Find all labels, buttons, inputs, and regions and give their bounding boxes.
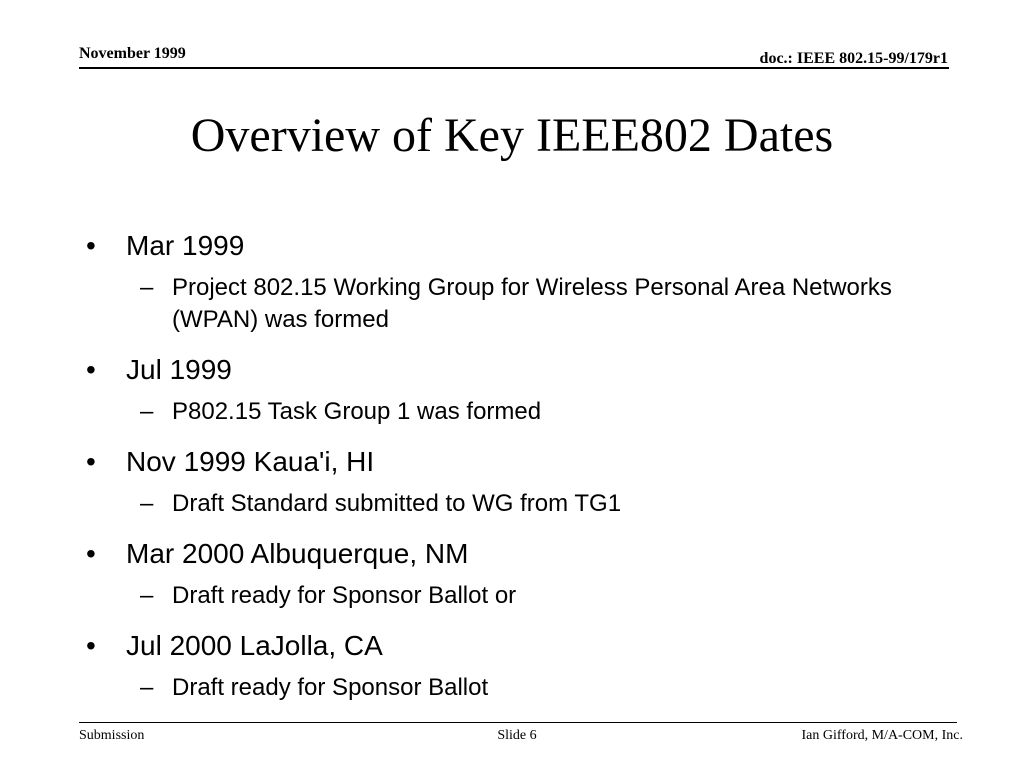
sub-item xyxy=(126,488,946,520)
header-divider xyxy=(79,67,949,69)
sub-list xyxy=(126,488,946,520)
sub-list xyxy=(126,272,946,336)
bullet-icon: • xyxy=(86,230,96,261)
sub-list xyxy=(126,580,946,612)
dash-icon: – xyxy=(140,582,154,609)
bullet-item xyxy=(86,624,946,704)
bullet-icon: • xyxy=(86,630,96,661)
sub-item xyxy=(126,396,946,428)
bullet-icon: • xyxy=(86,354,96,385)
dash-icon: – xyxy=(140,674,154,701)
bullet-item xyxy=(86,532,946,612)
bullet-text: Jul 2000 LaJolla, CA xyxy=(126,630,383,661)
sub-item-text: Project 802.15 Working Group for Wireless Personal Area Networks (WPAN) was formed xyxy=(172,274,892,333)
bullet-text: Mar 2000 Albuquerque, NM xyxy=(126,538,469,569)
slide-title: Overview of Key IEEE802 Dates xyxy=(190,109,834,162)
sub-item-text: Draft ready for Sponsor Ballot xyxy=(172,674,489,701)
footer-slide-number: Slide 6 xyxy=(497,728,537,743)
bullet-icon: • xyxy=(86,538,96,569)
sub-item-text: Draft ready for Sponsor Ballot or xyxy=(172,582,517,609)
sub-item-text: Draft Standard submitted to WG from TG1 xyxy=(172,490,622,517)
sub-item-text: P802.15 Task Group 1 was formed xyxy=(172,398,542,425)
dash-icon: – xyxy=(140,274,154,301)
sub-list xyxy=(126,396,946,428)
bullet-icon: • xyxy=(86,446,96,477)
header-doc-id: doc.: IEEE 802.15-99/179r1 xyxy=(759,50,948,67)
bullet-item xyxy=(86,224,946,336)
footer-submission: Submission xyxy=(79,728,145,743)
dash-icon: – xyxy=(140,490,154,517)
bullet-text: Nov 1999 Kaua'i, HI xyxy=(126,446,375,477)
header-date: November 1999 xyxy=(79,45,186,62)
footer-divider xyxy=(79,722,957,723)
bullet-text: Mar 1999 xyxy=(126,230,245,261)
sub-item xyxy=(126,580,946,612)
sub-item xyxy=(126,672,946,704)
bullet-list xyxy=(86,224,946,704)
footer-author: Ian Gifford, M/A-COM, Inc. xyxy=(801,728,963,743)
dash-icon: – xyxy=(140,398,154,425)
bullet-text: Jul 1999 xyxy=(126,354,232,385)
bullet-item xyxy=(86,348,946,428)
sub-list xyxy=(126,672,946,704)
bullet-item xyxy=(86,440,946,520)
sub-item xyxy=(126,272,946,336)
